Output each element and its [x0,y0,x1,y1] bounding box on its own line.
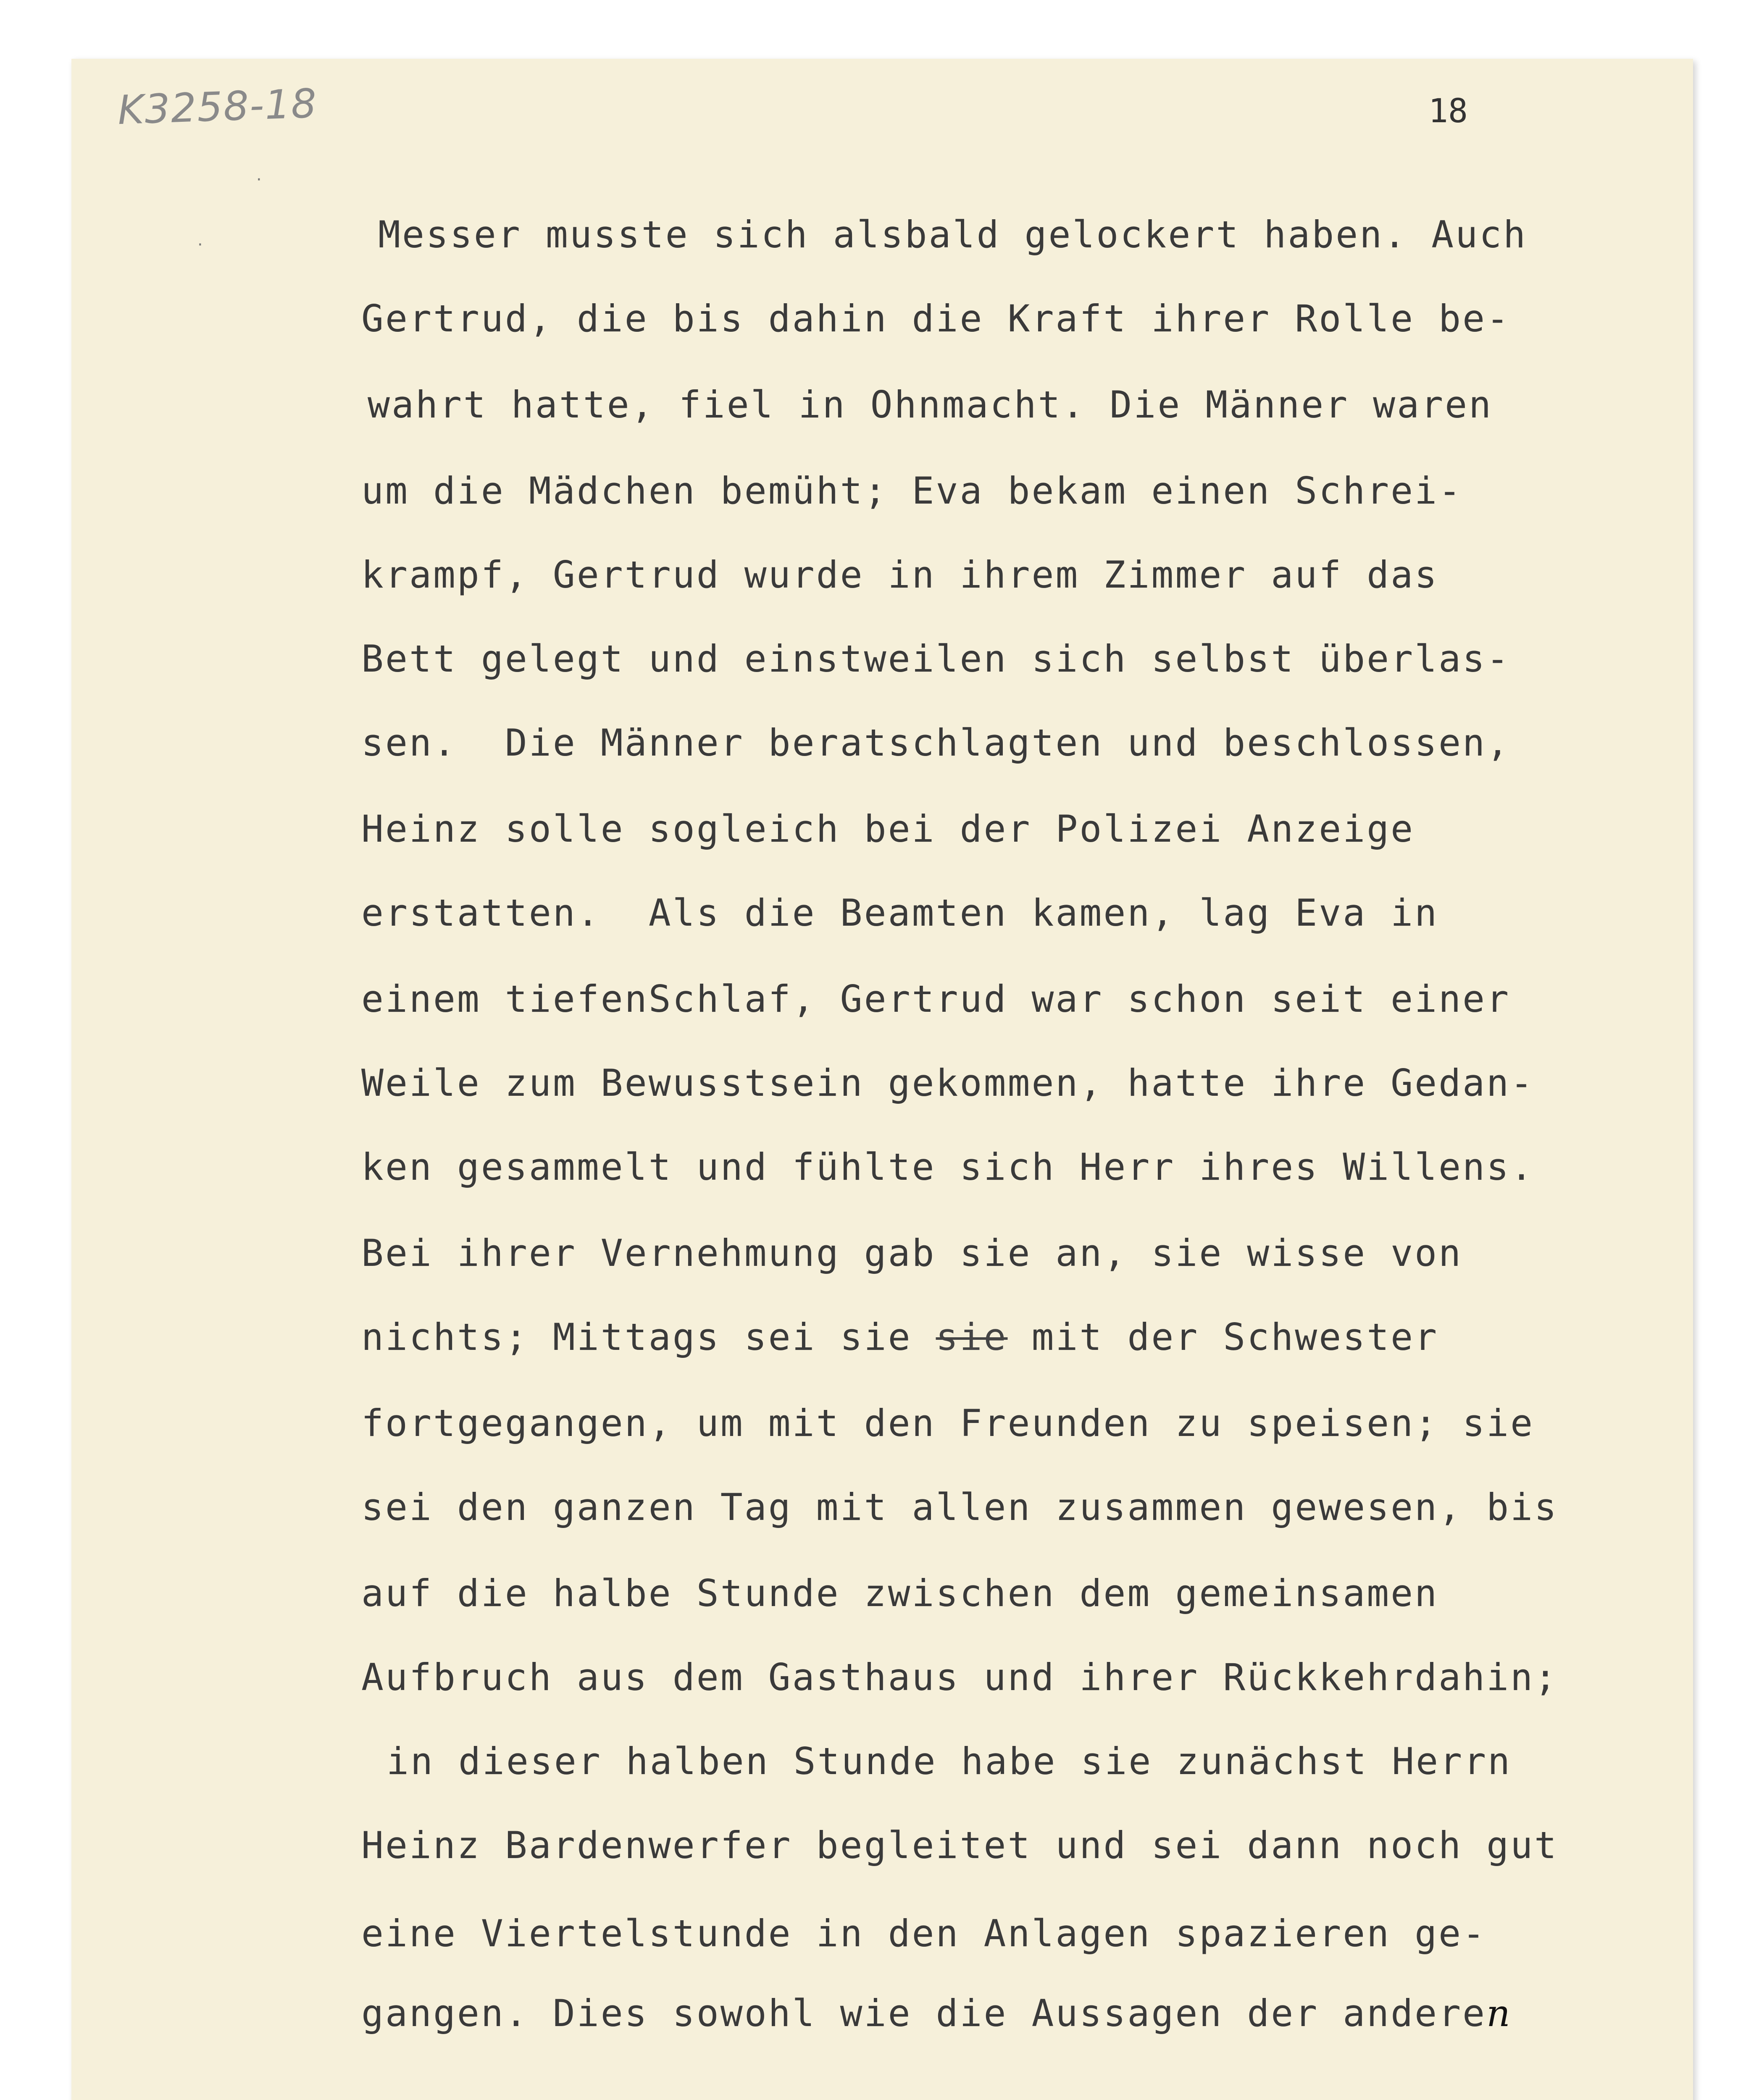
text-line-14-before: nichts; Mittags sei sie [361,1315,936,1359]
text-line-8: Heinz solle sogleich bei der Polizei Anzeige [361,807,1415,850]
struck-word: sie [936,1315,1008,1359]
text-line-12: ken gesammelt und fühlte sich Herr ihres Willens. [361,1145,1535,1189]
paper-speck: · [197,235,203,255]
text-line-3: wahrt hatte, fiel in Ohnmacht. Die Männer waren [368,383,1493,426]
handwritten-correction: n [1486,1992,1512,2035]
text-line-9: erstatten. Als die Beamten kamen, lag Eva in [361,891,1439,934]
text-line-6: Bett gelegt und einstweilen sich selbst überlas- [361,637,1511,680]
text-line-11: Weile zum Bewusstsein gekommen, hatte ihre Gedan- [361,1061,1535,1105]
text-line-13: Bei ihrer Vernehmung gab sie an, sie wisse von [361,1231,1463,1275]
text-line-17: auf die halbe Stunde zwischen dem gemeinsamen [361,1572,1439,1615]
typewritten-body [71,59,1693,2100]
text-line-19: in dieser halben Stunde habe sie zunächst Herrn [387,1740,1512,1783]
text-line-18: Aufbruch aus dem Gasthaus und ihrer Rückkehrdahin; [361,1656,1559,1699]
document-page [71,59,1693,2100]
text-line-7: sen. Die Männer beratschlagten und beschlossen, [361,721,1511,764]
text-line-21: eine Viertelstunde in den Anlagen spazieren ge- [361,1912,1487,1955]
text-line-22-typed: gangen. Dies sowohl wie die Aussagen der andere [361,1992,1487,2035]
text-line-5: krampf, Gertrud wurde in ihrem Zimmer auf das [361,553,1439,596]
paper-speck: · [256,170,262,189]
text-line-14-after: mit der Schwester [1007,1315,1439,1359]
text-line-1: Messer musste sich alsbald gelockert haben. Auch [378,213,1528,256]
text-line-15: fortgegangen, um mit den Freunden zu speisen; sie [361,1402,1535,1445]
page-number: 18 [1428,92,1468,130]
text-line-4: um die Mädchen bemüht; Eva bekam einen Schrei- [361,469,1463,512]
text-line-14 [361,1315,1439,1359]
text-line-16: sei den ganzen Tag mit allen zusammen gewesen, bis [361,1486,1559,1529]
archive-signature: K3258-18 [117,80,318,134]
text-line-2: Gertrud, die bis dahin die Kraft ihrer Rolle be- [361,297,1511,340]
text-line-20: Heinz Bardenwerfer begleitet und sei dann noch gut [361,1824,1559,1867]
text-line-22 [361,1992,1512,2035]
text-line-10: einem tiefenSchlaf, Gertrud war schon seit einer [361,977,1511,1021]
